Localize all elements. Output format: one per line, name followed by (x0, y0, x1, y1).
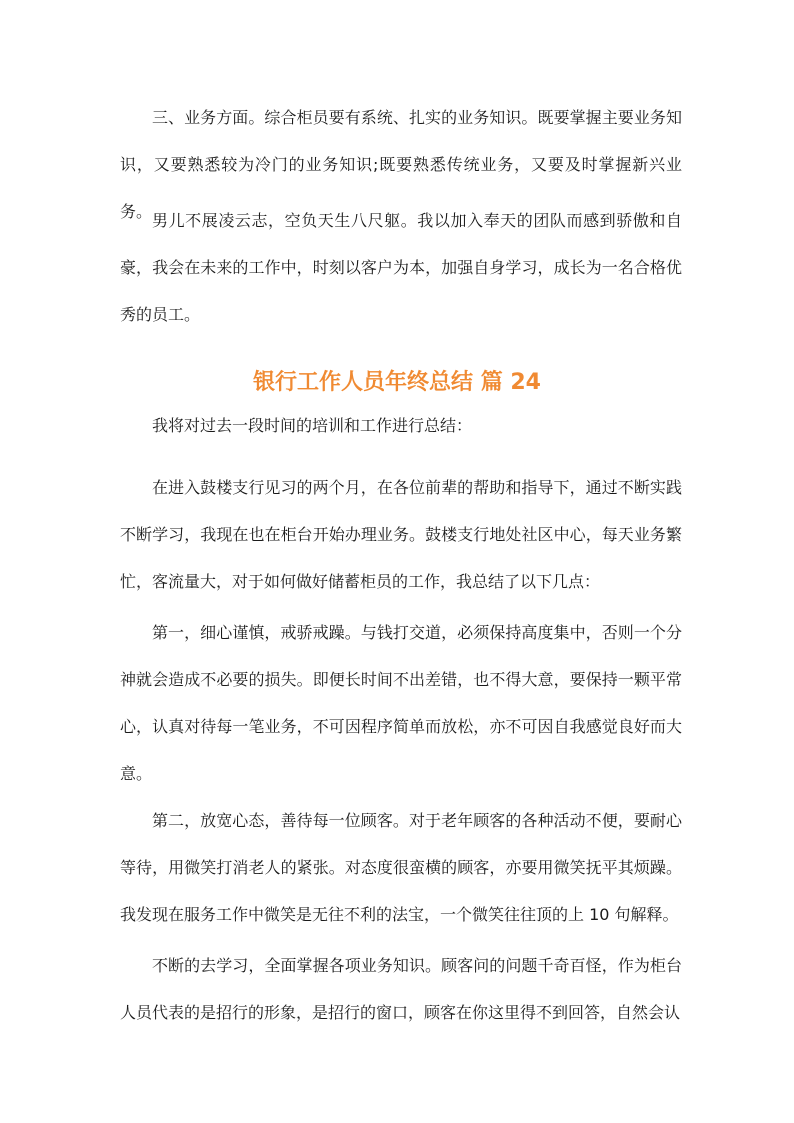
paragraph-point-two: 第二，放宽心态，善待每一位顾客。对于老年顾客的各种活动不便，要耐心等待，用微笑打消老人的紧张。对态度很蛮横的顾客，亦要用微笑抚平其烦躁。我发现在服务工作中微笑是无往不利的法宝，一个微笑往往顶的上 10 句解释。 (120, 811, 682, 924)
paragraph-learning: 不断的去学习，全面掌握各项业务知识。顾客问的问题千奇百怪，作为柜台人员代表的是招行的形象，是招行的窗口，顾客在你这里得不到回答，自然会认 (120, 956, 682, 1022)
paragraph-business: 三、业务方面。综合柜员要有系统、扎实的业务知识。既要掌握主要业务知识，又要熟悉较为冷门的业务知识;既要熟悉传统业务，又要及时掌握新兴业务。 (120, 108, 682, 221)
section-title: 银行工作人员年终总结 篇 24 (253, 370, 541, 396)
paragraph-internship: 在进入鼓楼支行见习的两个月，在各位前辈的帮助和指导下，通过不断实践不断学习，我现在也在柜台开始办理业务。鼓楼支行地处社区中心，每天业务繁忙，客流量大，对于如何做好储蓄柜员的工作，我总结了以下几点： (120, 478, 682, 591)
paragraph-ambition: 男儿不展凌云志，空负天生八尺躯。我以加入奉天的团队而感到骄傲和自豪，我会在未来的工作中，时刻以客户为本，加强自身学习，成长为一名合格优秀的员工。 (120, 211, 682, 324)
paragraph-point-one: 第一，细心谨慎，戒骄戒躁。与钱打交道，必须保持高度集中，否则一个分神就会造成不必要的损失。即便长时间不出差错，也不得大意，要保持一颗平常心，认真对待每一笔业务，不可因程序简单而放松，亦不可因自我感觉良好而大意。 (120, 623, 682, 783)
paragraph-intro: 我将对过去一段时间的培训和工作进行总结： (152, 416, 473, 435)
